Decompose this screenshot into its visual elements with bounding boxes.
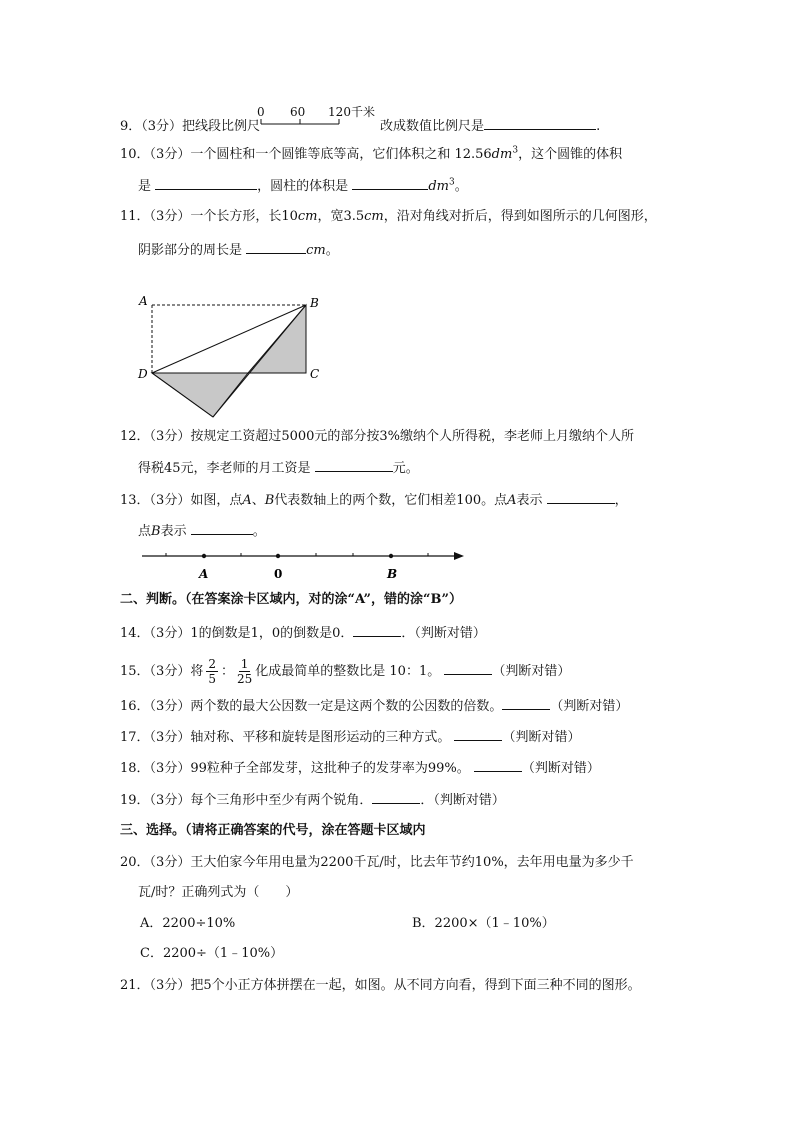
option-c[interactable]: C．2200÷（1﹣10%）	[140, 946, 284, 961]
answer-blank[interactable]	[547, 490, 615, 504]
answer-blank[interactable]	[502, 696, 550, 710]
question-9: 9．（3分）把线段比例尺 0 60 120千米 改成数值比例尺是 .	[120, 105, 601, 134]
question-11-line-2: 阴影部分的周长是 cm。	[138, 240, 339, 260]
answer-blank[interactable]	[155, 176, 257, 190]
question-12-line-1: 12．（3分）按规定工资超过5000元的部分按3%缴纳个人所得税，李老师上月缴纳个人所	[120, 429, 635, 444]
option-b[interactable]: B．2200×（1﹣10%）	[412, 916, 555, 931]
question-12-line-2: 得税45元，李老师的月工资是 元。	[138, 458, 419, 478]
label-d: D	[138, 367, 148, 381]
question-10-line-1: 10．（3分）一个圆柱和一个圆锥等底等高，它们体积之和 $12.56dm^3$，这个圆锥的体积	[120, 145, 623, 162]
scale-label-60: 60	[290, 105, 306, 119]
question-11-line-1: 11．（3分）一个长方形，长10cm，宽3.5cm，沿对角线对折后，得到如图所示的几何图形，	[120, 209, 657, 224]
number-line	[138, 545, 478, 585]
question-19: 19．（3分）每个三角形中至少有两个锐角． ．（判断对错）	[120, 790, 505, 810]
question-15: 15．（3分）将 $\frac{2}{5}$ ： $\frac{1}{25}$ 化成最简单的整数比是 10：1。 （判断对错）	[120, 657, 571, 686]
answer-blank[interactable]	[474, 758, 522, 772]
line-segment-scale	[257, 105, 375, 130]
question-14: 14．（3分）1的倒数是1，0的倒数是0． ．（判断对错）	[120, 623, 486, 643]
section-3-heading: 三、选择。（请将正确答案的代号，涂在答题卡区域内	[120, 823, 426, 838]
answer-blank[interactable]	[454, 727, 502, 741]
axis-label-zero: 0	[274, 567, 283, 581]
answer-blank[interactable]	[444, 661, 492, 675]
answer-blank[interactable]	[315, 458, 393, 472]
answer-blank[interactable]	[352, 176, 428, 190]
scale-label-120: 120千米	[328, 105, 375, 119]
label-b: B	[310, 296, 319, 310]
question-13-line-1: 13．（3分）如图，点A、B代表数轴上的两个数，它们相差100。点A表示 ，	[120, 490, 628, 510]
label-a: A	[139, 294, 148, 308]
shaded-triangle-bottom	[152, 373, 248, 417]
point-zero	[276, 554, 280, 558]
fraction-2-5: $\frac{2}{5}$	[208, 657, 216, 686]
answer-blank[interactable]	[372, 790, 420, 804]
folded-rectangle-figure	[130, 290, 330, 420]
axis-label-b: B	[387, 567, 398, 581]
scale-label-0: 0	[257, 105, 265, 119]
point-b	[389, 554, 393, 558]
answer-blank[interactable]	[484, 116, 596, 130]
axis-arrow	[454, 552, 464, 560]
answer-blank[interactable]	[246, 240, 306, 254]
section-2-heading: 二、判断。（在答案涂卡区域内，对的涂“A”，错的涂“B”）	[120, 592, 462, 607]
point-a	[202, 554, 206, 558]
question-17: 17．（3分）轴对称、平移和旋转是图形运动的三种方式。 （判断对错）	[120, 727, 580, 747]
option-a[interactable]: A．2200÷10%	[140, 916, 236, 931]
fraction-1-25: $\frac{1}{25}$	[236, 657, 253, 686]
question-16: 16．（3分）两个数的最大公因数一定是这两个数的公因数的倍数。 （判断对错）	[120, 696, 628, 716]
question-20-line-1: 20．（3分）王大伯家今年用电量为2200千瓦/时，比去年节约10%，去年用电量为多少千	[120, 855, 634, 870]
question-18: 18．（3分）99粒种子全部发芽，这批种子的发芽率为99%。 （判断对错）	[120, 758, 600, 778]
label-c: C	[310, 367, 320, 381]
question-21-line-1: 21．（3分）把5个小正方体拼摆在一起，如图。从不同方向看，得到下面三种不同的图形。	[120, 978, 641, 993]
axis-label-a: A	[199, 567, 209, 581]
question-20-line-2: 瓦/时？正确列式为（ ）	[138, 885, 299, 900]
answer-blank[interactable]	[191, 521, 253, 535]
question-10-line-2: 是 ，圆柱的体积是 $dm^3$。	[138, 177, 468, 194]
question-13-line-2: 点B表示 。	[138, 521, 266, 541]
answer-blank[interactable]	[353, 623, 401, 637]
